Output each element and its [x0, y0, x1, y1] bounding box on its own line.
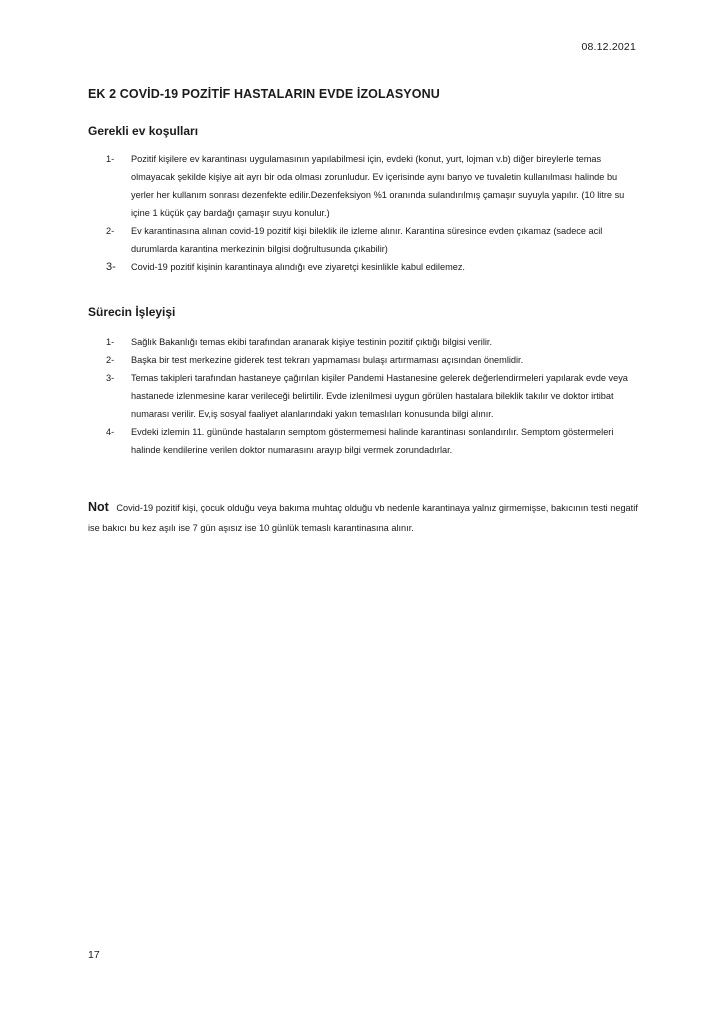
note-label: Not	[88, 500, 109, 514]
page-number: 17	[88, 949, 100, 961]
list-item-number: 1-	[106, 337, 115, 347]
document-date: 08.12.2021	[581, 41, 636, 53]
list-item-text: Pozitif kişilere ev karantinası uygulamasının yapılabilmesi için, evdeki (konut, yurt, lojman v.b) diğer bireylerle temas olmayacak şekilde kişiye ait ayrı bir oda olması zorunludur. Ev içerisinde aynı banyo ve tuvaletin kullanılması halinde bu yerler her kullanım sonrası dezenfekte edilir.Dezenfeksiyon %1 oranında sulandırılmış çamaşır suyuyla yapılır. (10 litre su içine 1 küçük çay bardağı çamaşır suyu konulur.)	[131, 154, 625, 218]
home-conditions-list	[88, 150, 640, 276]
list-item-text: Evdeki izlemin 11. gününde hastaların semptom göstermemesi halinde karantinası sonlandırılır. Semptom göstermeleri halinde kendilerine verilen doktor numarasını arayıp bilgi vermek zorundadırlar.	[131, 427, 614, 455]
list-item	[88, 222, 640, 258]
list-item-text: Covid-19 pozitif kişinin karantinaya alındığı eve ziyaretçi kesinlikle kabul edilemez.	[131, 262, 465, 272]
list-item-text: Sağlık Bakanlığı temas ekibi tarafından aranarak kişiye testinin pozitif çıktığı bilgisi verilir.	[131, 337, 493, 347]
section-title-home-conditions: Gerekli ev koşulları	[88, 124, 199, 138]
document-title: EK 2 COVİD-19 POZİTİF HASTALARIN EVDE İZOLASYONU	[88, 87, 440, 101]
list-item-number: 2-	[106, 226, 115, 236]
list-item-number: 3-	[106, 261, 116, 273]
list-item	[88, 333, 640, 351]
list-item	[88, 258, 640, 276]
list-item	[88, 351, 640, 369]
list-item-number: 3-	[106, 373, 115, 383]
note-text: Covid-19 pozitif kişi, çocuk olduğu veya bakıma muhtaç olduğu vb nedenle karantinaya yalnız girmemişse, bakıcının testi negatif ise bakıcı bu kez aşılı ise 7 gün aşısız ise 10 günlük temaslı karantinasına alınır.	[88, 503, 638, 533]
process-steps-list	[88, 333, 640, 459]
list-item-text: Temas takipleri tarafından hastaneye çağırılan kişiler Pandemi Hastanesine gelerek değerlendirmeleri yapılarak evde veya hastanede izlenmesine karar verileceği belirtilir. Evde izlenilmesi uygun görülen hastalara bileklik takılır ve doktor irtibat numarası verilir. Ev,iş sosyal faaliyet alanlarındaki yakın temaslıları konusunda bilgi alınır.	[131, 373, 628, 419]
section-title-process: Sürecin İşleyişi	[88, 305, 176, 319]
list-item	[88, 150, 640, 222]
list-item-text: Ev karantinasına alınan covid-19 pozitif kişi bileklik ile izleme alınır. Karantina süresince evden çıkamaz (sadece acil durumlarda karantina merkezinin bilgisi doğrultusunda çıkabilir)	[131, 226, 603, 254]
list-item-text: Başka bir test merkezine giderek test tekrarı yapmaması bulaşı artırmaması açısından önemlidir.	[131, 355, 524, 365]
list-item-number: 2-	[106, 355, 115, 365]
note-paragraph	[88, 497, 640, 538]
list-item	[88, 369, 640, 423]
list-item-number: 1-	[106, 154, 115, 164]
list-item	[88, 423, 640, 459]
list-item-number: 4-	[106, 427, 115, 437]
